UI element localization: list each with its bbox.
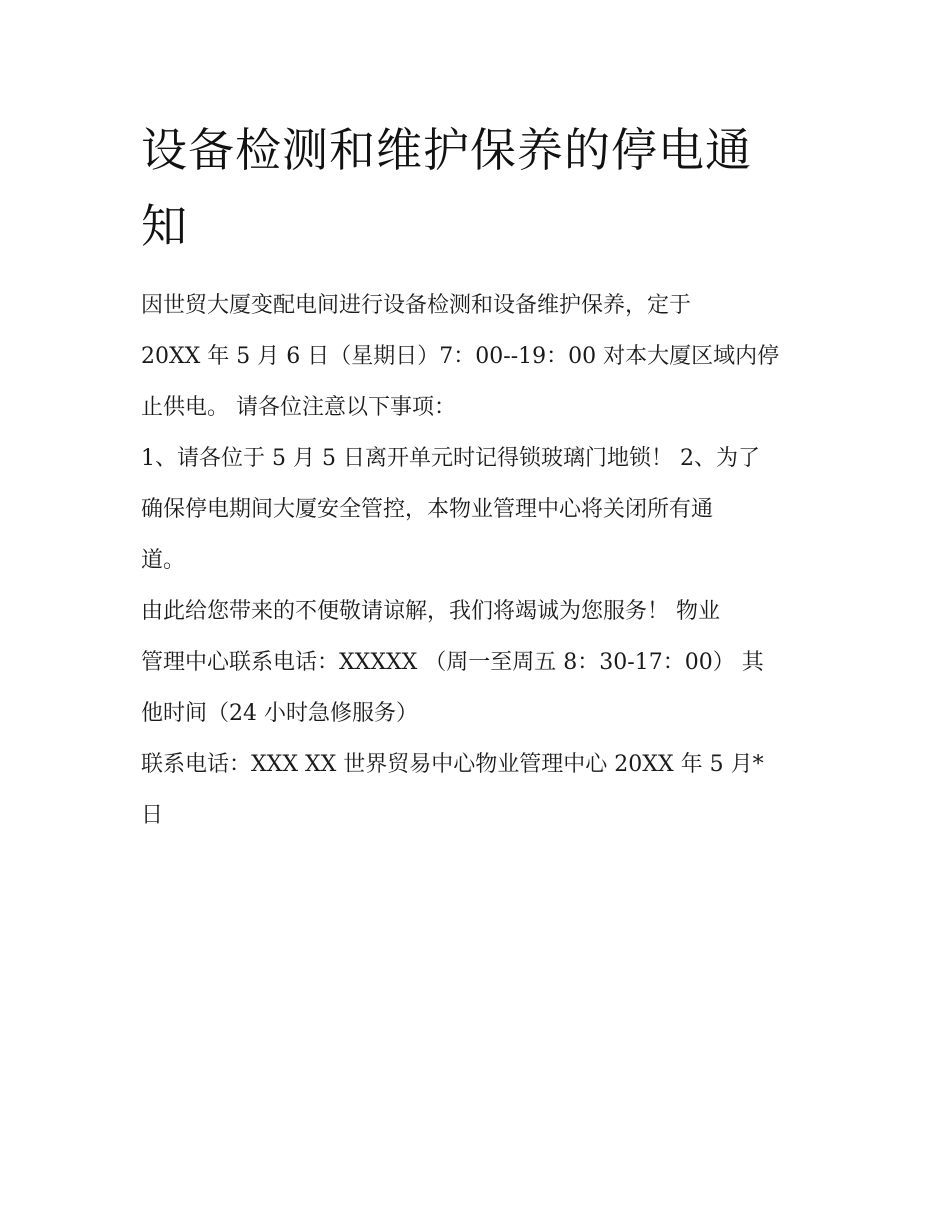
text-line: 由此给您带来的不便敬请谅解，我们将竭诚为您服务！ 物业 <box>141 599 720 624</box>
text-line: 因世贸大厦变配电间进行设备检测和设备维护保养，定于 <box>141 293 692 318</box>
text-line: 联系电话：XXX XX 世界贸易中心物业管理中心 20XX 年 5 月* <box>141 752 764 777</box>
document-title <box>141 112 809 264</box>
text-line: 日 <box>141 803 164 828</box>
document-body <box>141 112 809 841</box>
title-line: 设备检测和维护保养的停电通 <box>141 123 752 177</box>
paragraph-apology-contact <box>141 586 809 739</box>
paragraph-signature <box>141 739 809 841</box>
paragraph-notice-items <box>141 433 809 586</box>
text-line: 1、请各位于 5 月 5 日离开单元时记得锁玻璃门地锁！ 2、为了 <box>141 446 760 471</box>
text-line: 他时间（24 小时急修服务） <box>141 701 418 726</box>
text-line: 止供电。 请各位注意以下事项： <box>141 395 456 420</box>
text-line: 管理中心联系电话：XXXXX （周一至周五 8：30-17：00） 其 <box>141 650 764 675</box>
text-line: 20XX 年 5 月 6 日（星期日）7：00--19：00 对本大厦区域内停 <box>141 344 780 369</box>
title-line: 知 <box>141 199 188 253</box>
text-line: 确保停电期间大厦安全管控，本物业管理中心将关闭所有通 <box>141 497 714 522</box>
paragraph-notice-intro <box>141 280 809 433</box>
text-line: 道。 <box>141 548 186 573</box>
